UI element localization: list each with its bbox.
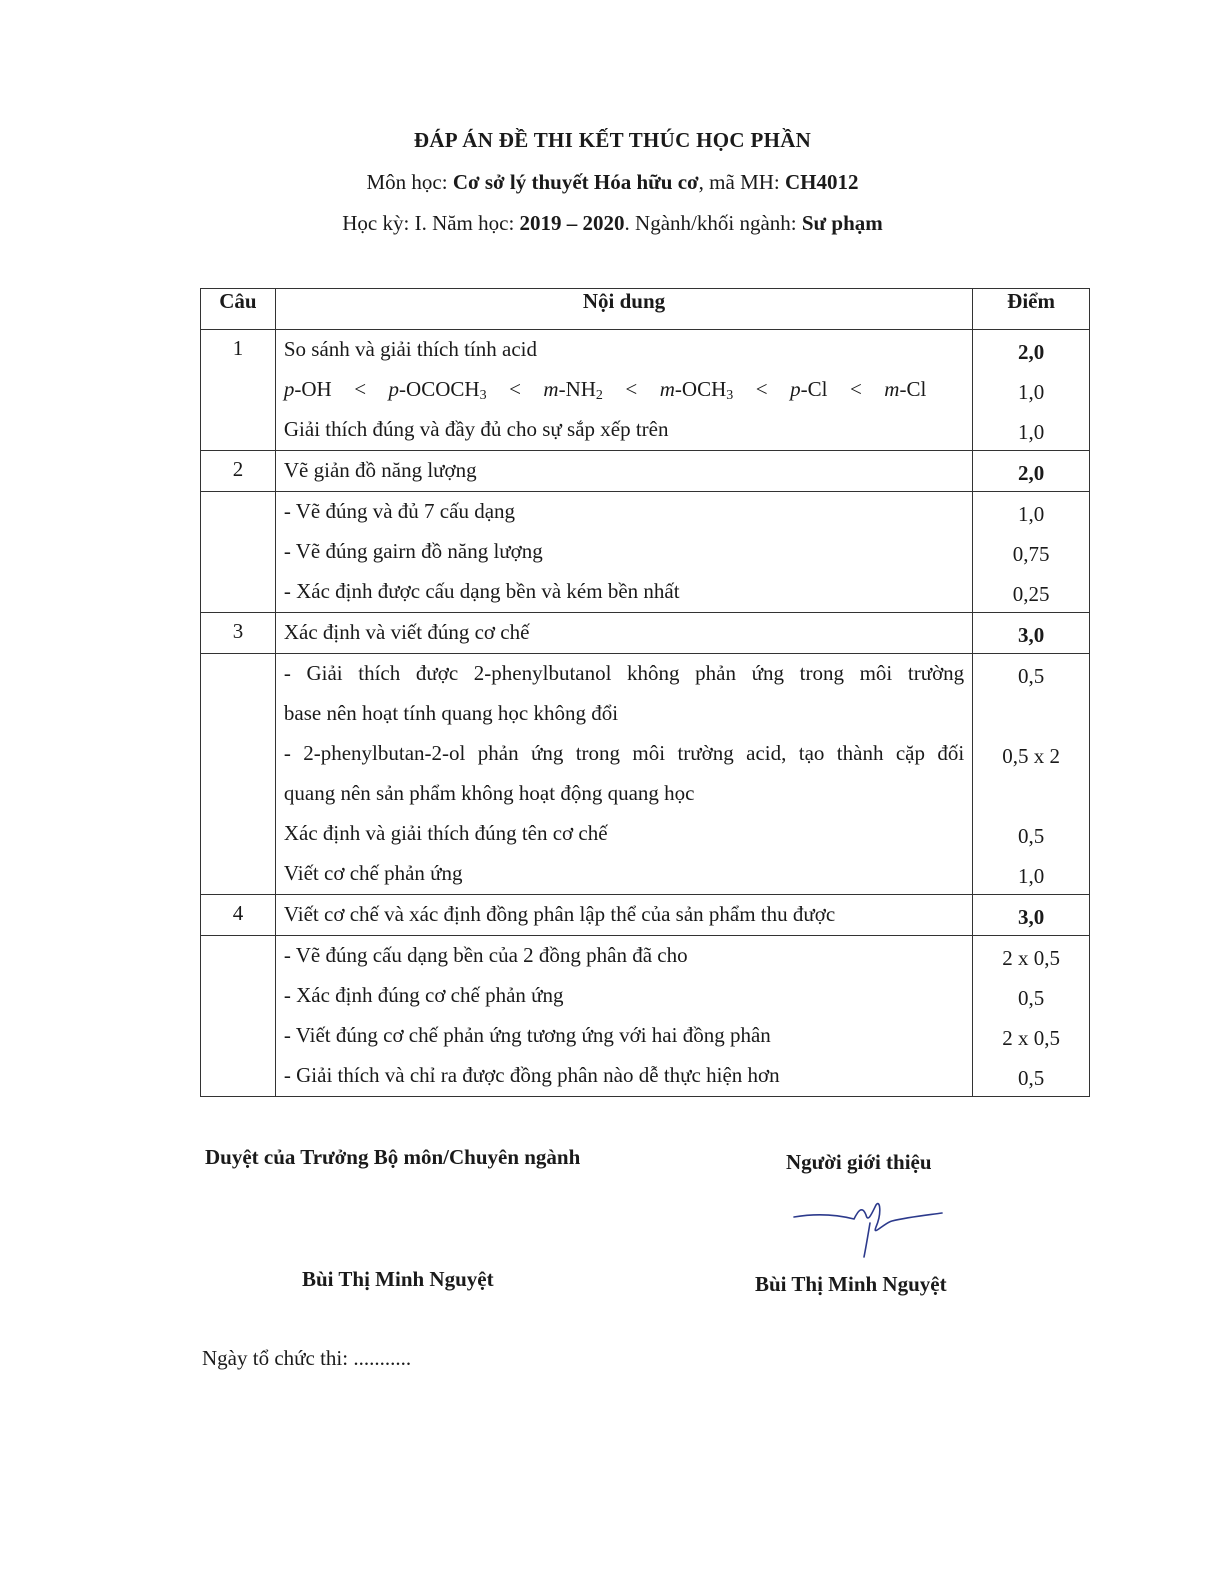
meta-prefix: m	[884, 377, 900, 401]
substituent: -OH	[294, 377, 332, 401]
major: Sư phạm	[801, 211, 883, 235]
points-cell	[973, 451, 1090, 492]
substituent: -Cl	[800, 377, 828, 401]
content-line: - Vẽ đúng gairn đồ năng lượng	[283, 539, 543, 563]
less-than: <	[354, 377, 367, 401]
total-points: 3,0	[1017, 905, 1045, 929]
presenter-name: Bùi Thị Minh Nguyệt	[755, 1272, 947, 1296]
question-title: Xác định và viết đúng cơ chế	[283, 620, 530, 644]
acidity-order	[276, 370, 972, 410]
semester-line	[0, 211, 1225, 236]
empty-cell	[201, 654, 276, 895]
presenter-title: Người giới thiệu	[786, 1150, 932, 1174]
item-points: 1,0	[1017, 502, 1045, 526]
question-content	[275, 330, 972, 451]
para-prefix: p	[790, 377, 801, 401]
empty-cell	[201, 936, 276, 1097]
item-points: 0,5	[1017, 986, 1045, 1010]
content-line: - Giải thích được 2-phenylbutanol không phản ứng trong môi trường	[283, 661, 965, 685]
question-content	[275, 492, 972, 613]
item-points: 0,5	[1017, 824, 1045, 848]
question-title: Vẽ giản đồ năng lượng	[283, 458, 477, 482]
subscript: 2	[595, 388, 603, 403]
question-title: So sánh và giải thích tính acid	[283, 337, 537, 361]
item-points: 1,0	[1017, 380, 1045, 404]
table-row	[201, 451, 1090, 492]
table-row	[201, 613, 1090, 654]
exam-date: Ngày tổ chức thi: ...........	[202, 1346, 412, 1370]
table-row	[201, 654, 1090, 895]
meta-prefix: m	[659, 377, 675, 401]
table-row	[201, 936, 1090, 1097]
item-points: 1,0	[1017, 864, 1045, 888]
less-than: <	[849, 377, 862, 401]
empty-points	[973, 774, 1089, 814]
para-prefix: p	[283, 377, 295, 401]
item-points: 0,5	[1017, 664, 1045, 688]
subject-line	[0, 170, 1225, 195]
content-line: - 2-phenylbutan-2-ol phản ứng trong môi trường acid, tạo thành cặp đối	[283, 741, 965, 765]
content-line: - Giải thích và chỉ ra được đồng phân nào dễ thực hiện hơn	[283, 1063, 780, 1087]
content-line: Viết cơ chế phản ứng	[283, 861, 463, 885]
header-points: Điểm	[973, 289, 1090, 330]
total-points: 2,0	[1017, 340, 1045, 364]
answer-table	[200, 288, 1090, 1097]
document-title: ĐÁP ÁN ĐỀ THI KẾT THÚC HỌC PHẦN	[413, 128, 812, 152]
content-line: - Viết đúng cơ chế phản ứng tương ứng với hai đồng phân	[283, 1023, 771, 1047]
points-cell	[973, 613, 1090, 654]
question-title: Viết cơ chế và xác định đồng phân lập thể của sản phẩm thu được	[283, 902, 836, 926]
item-points: 0,5	[1017, 1066, 1045, 1090]
substituent: -NH	[558, 377, 596, 401]
item-points: 0,25	[1012, 582, 1050, 606]
question-number: 1	[201, 330, 276, 451]
semester-label: Học kỳ: I. Năm học:	[342, 211, 515, 235]
less-than: <	[755, 377, 768, 401]
points-cell	[973, 492, 1090, 613]
question-content	[275, 451, 972, 492]
subscript: 3	[726, 388, 734, 403]
points-cell	[973, 936, 1090, 1097]
header-question: Câu	[201, 289, 276, 330]
subject-code: CH4012	[785, 170, 859, 194]
substituent: -OCOCH	[399, 377, 480, 401]
substituent: -OCH	[674, 377, 727, 401]
points-cell	[973, 654, 1090, 895]
content-line: - Xác định được cấu dạng bền và kém bền nhất	[283, 579, 680, 603]
content-line: base nên hoạt tính quang học không đổi	[283, 701, 619, 725]
substituent: -Cl	[899, 377, 927, 401]
empty-cell	[201, 492, 276, 613]
subject-name: Cơ sở lý thuyết Hóa hữu cơ	[452, 170, 699, 194]
question-content	[275, 895, 972, 936]
question-content	[275, 654, 972, 895]
total-points: 2,0	[1017, 461, 1045, 485]
table-row	[201, 492, 1090, 613]
item-points: 2 x 0,5	[1002, 946, 1060, 970]
approver-name: Bùi Thị Minh Nguyệt	[302, 1267, 494, 1291]
question-number: 2	[201, 451, 276, 492]
table-row	[201, 330, 1090, 451]
less-than: <	[509, 377, 521, 401]
para-prefix: p	[388, 377, 400, 401]
item-points: 2 x 0,5	[1002, 1026, 1060, 1050]
content-line: - Vẽ đúng cấu dạng bền của 2 đồng phân đã cho	[283, 943, 688, 967]
subject-label: Môn học:	[366, 170, 448, 194]
item-points: 0,75	[1012, 542, 1050, 566]
table-header-row	[201, 289, 1090, 330]
major-label: . Ngành/khối ngành:	[624, 211, 797, 235]
question-number: 3	[201, 613, 276, 654]
header-content: Nội dung	[275, 289, 972, 330]
question-number: 4	[201, 895, 276, 936]
question-content	[275, 613, 972, 654]
approver-title: Duyệt của Trưởng Bộ môn/Chuyên ngành	[205, 1145, 581, 1169]
code-label: , mã MH:	[698, 170, 780, 194]
handwritten-signature	[788, 1193, 948, 1263]
points-cell	[973, 895, 1090, 936]
less-than: <	[625, 377, 638, 401]
total-points: 3,0	[1017, 623, 1045, 647]
school-year: 2019 – 2020	[519, 211, 625, 235]
content-line: - Vẽ đúng và đủ 7 cấu dạng	[283, 499, 516, 523]
question-content	[275, 936, 972, 1097]
item-points: 1,0	[1017, 420, 1045, 444]
table-row	[201, 895, 1090, 936]
content-line: quang nên sản phẩm không hoạt động quang học	[283, 781, 695, 805]
empty-points	[973, 694, 1089, 734]
meta-prefix: m	[543, 377, 559, 401]
content-line: Giải thích đúng và đầy đủ cho sự sắp xếp trên	[283, 417, 669, 441]
content-line: Xác định và giải thích đúng tên cơ chế	[283, 821, 608, 845]
points-cell	[973, 330, 1090, 451]
subscript: 3	[479, 388, 487, 403]
item-points: 0,5 x 2	[1002, 744, 1060, 768]
content-line: - Xác định đúng cơ chế phản ứng	[283, 983, 564, 1007]
